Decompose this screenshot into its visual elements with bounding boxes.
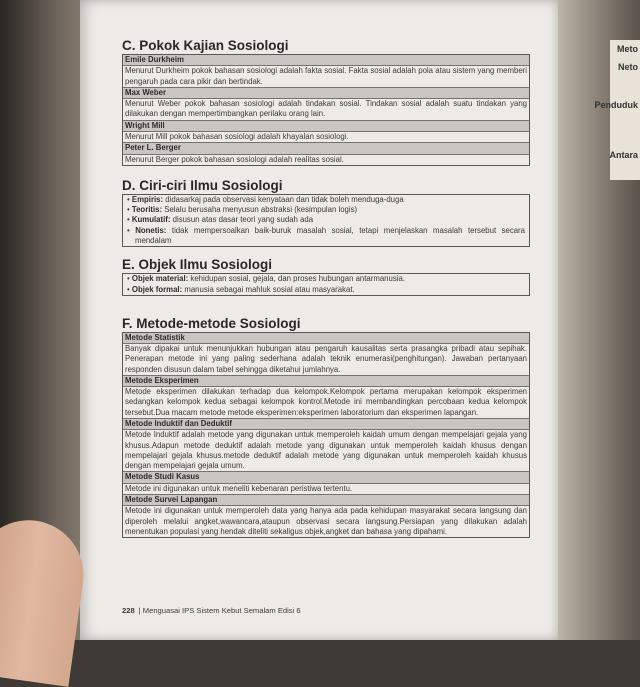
list-item: • Kumulatif: disusun atas dasar teori yang sudah ada — [127, 215, 314, 225]
page-footer: 228 | Menguasai IPS Sistem Kebut Semalam Edisi 6 — [122, 606, 301, 615]
section-f-title: F. Metode-metode Sosiologi — [122, 315, 301, 331]
item-term: Objek material: — [131, 274, 189, 284]
section-c-title: C. Pokok Kajian Sosiologi — [122, 38, 289, 53]
item-term: Kumulatif: — [131, 215, 171, 225]
item-text: Selalu berusaha menyusun abstraksi (kesimpulan logis) — [164, 205, 358, 215]
row-head: Metode Eksperimen — [123, 375, 529, 387]
section-d-title: D. Ciri-ciri Ilmu Sosiologi — [122, 177, 283, 193]
page-content — [122, 38, 530, 538]
item-text: manusia sebagai mahluk sosial atau masyarakat. — [184, 284, 355, 294]
book-page — [80, 0, 558, 640]
item-text: kehidupan sosial, gejala, dan proses hubungan antarmanusia. — [190, 274, 405, 284]
page-number: 228 — [122, 606, 135, 615]
next-page-edge — [594, 40, 640, 180]
row-text: Metode Induktif adalah metode yang digunakan untuk memperoleh kaidah umum dengan mempelajari gejala yang khusus.Adapun metode deduktif adalah metode yang digunakan untuk memperoleh kaidah khusus dengan mempelajari gejala khusus.metode deduktif adalah metode yang digunakan untuk memperoleh kaidah khusus dengan mempelajari gejala umum. — [125, 430, 527, 471]
list-item: • Teoritis: Selalu berusaha menyusun abstraksi (kesimpulan logis) — [127, 205, 358, 215]
row-head: Metode Survei Lapangan — [123, 494, 529, 506]
snippet-text: Neto — [618, 62, 638, 72]
snippet-text: Penduduk — [594, 100, 638, 110]
row-text: Banyak dipakai untuk menunjukkan hubungan atau pengaruh kausalitas serta prasangka pribadi atau sepihak. Penerapan metode ini yang paling sederhana adalah teknik enumerasi(penghitungan). Jawaban pertanyaan responden disusun dalam tabel sehingga diketahui jumlahnya. — [125, 344, 527, 374]
section-d-list — [122, 194, 530, 247]
item-text: tidak mempersoalkan baik-buruk masalah sosial, tetapi menjelaskan masalah tersebut secara mendalam — [135, 225, 525, 245]
item-term: Nonetis: — [135, 225, 167, 235]
row-head: Wright Mill — [123, 120, 529, 132]
snippet-text: Meto — [617, 44, 638, 54]
section-e-list — [122, 273, 530, 296]
item-term: Empiris: — [131, 194, 164, 204]
row-head: Metode Induktif dan Deduktif — [123, 418, 529, 430]
section-c-table — [122, 54, 530, 166]
item-term: Teoritis: — [131, 205, 163, 215]
row-head: Metode Studi Kasus — [123, 471, 529, 483]
row-text: Metode ini digunakan untuk meneliti kebenaran peristiwa tertentu. — [125, 483, 353, 493]
row-text: Menurut Berger pokok bahasan sosiologi adalah realitas sosial. — [125, 154, 344, 164]
item-text: didasarkaj pada observasi kenyataan dan tidak boleh menduga-duga — [165, 194, 404, 204]
item-text: disusun atas dasar teori yang sudah ada — [172, 215, 314, 225]
list-item: • Nonetis: tidak mempersoalkan baik-buruk masalah sosial, tetapi menjelaskan masalah tersebut secara mendalam — [127, 225, 525, 245]
section-f-table — [122, 332, 530, 538]
row-head: Metode Statistik — [123, 333, 529, 344]
row-text: Menurut Mill pokok bahasan sosiologi adalah khayalan sosiologi. — [125, 131, 349, 141]
list-item: • Objek formal: manusia sebagai mahluk sosial atau masyarakat. — [127, 284, 355, 294]
row-text: Menurut Durkheim pokok bahasan sosiologi adalah fakta sosial. Fakta sosial adalah pola atau sistem yang memberi pengaruh pada cara pikir dan bertindak. — [125, 66, 527, 86]
list-item: • Empiris: didasarkaj pada observasi kenyataan dan tidak boleh menduga-duga — [127, 194, 404, 204]
snippet-text: Antara — [609, 150, 638, 160]
row-text: Metode eksperimen dilakukan terhadap dua kelompok.Kelompok pertama merupakan kelompok eksperimen sedangkan kelompok kedua sebagai kelompok kontrol.Metode ini membandingkan percobaan kedua kelompok tersebut.Dua macam metode metode eksperimen:eksperimen laboratorium dan eksperimen lapangan. — [125, 387, 527, 417]
row-head: Max Weber — [123, 87, 529, 99]
book-title: Menguasai IPS Sistem Kebut Semalam Edisi 6 — [142, 606, 301, 615]
item-term: Objek formal: — [131, 284, 183, 294]
row-text: Menurut Weber pokok bahasan sosiologi adalah tindakan sosial. Tindakan sosial adalah suatu tindakan yang dilakukan dengan mempertimbangkan perilaku orang lain. — [125, 99, 527, 119]
list-item: • Objek material: kehidupan sosial, gejala, dan proses hubungan antarmanusia. — [127, 274, 405, 284]
row-head: Emile Durkheim — [123, 55, 529, 66]
row-text: Metode ini digunakan untuk memperoleh data yang hanya ada pada kehidupan masyarakat secara langsung dan diperoleh melalui angket,wawancara,ataupun observasi secara langsung.Persiapan yang dilakukan adalah menentukan populasi yang hendak diteliti sekaligus objek,angket dan bahasa yang dipahami. — [125, 506, 527, 536]
row-head: Peter L. Berger — [123, 142, 529, 154]
section-e-title: E. Objek Ilmu Sosiologi — [122, 257, 273, 273]
